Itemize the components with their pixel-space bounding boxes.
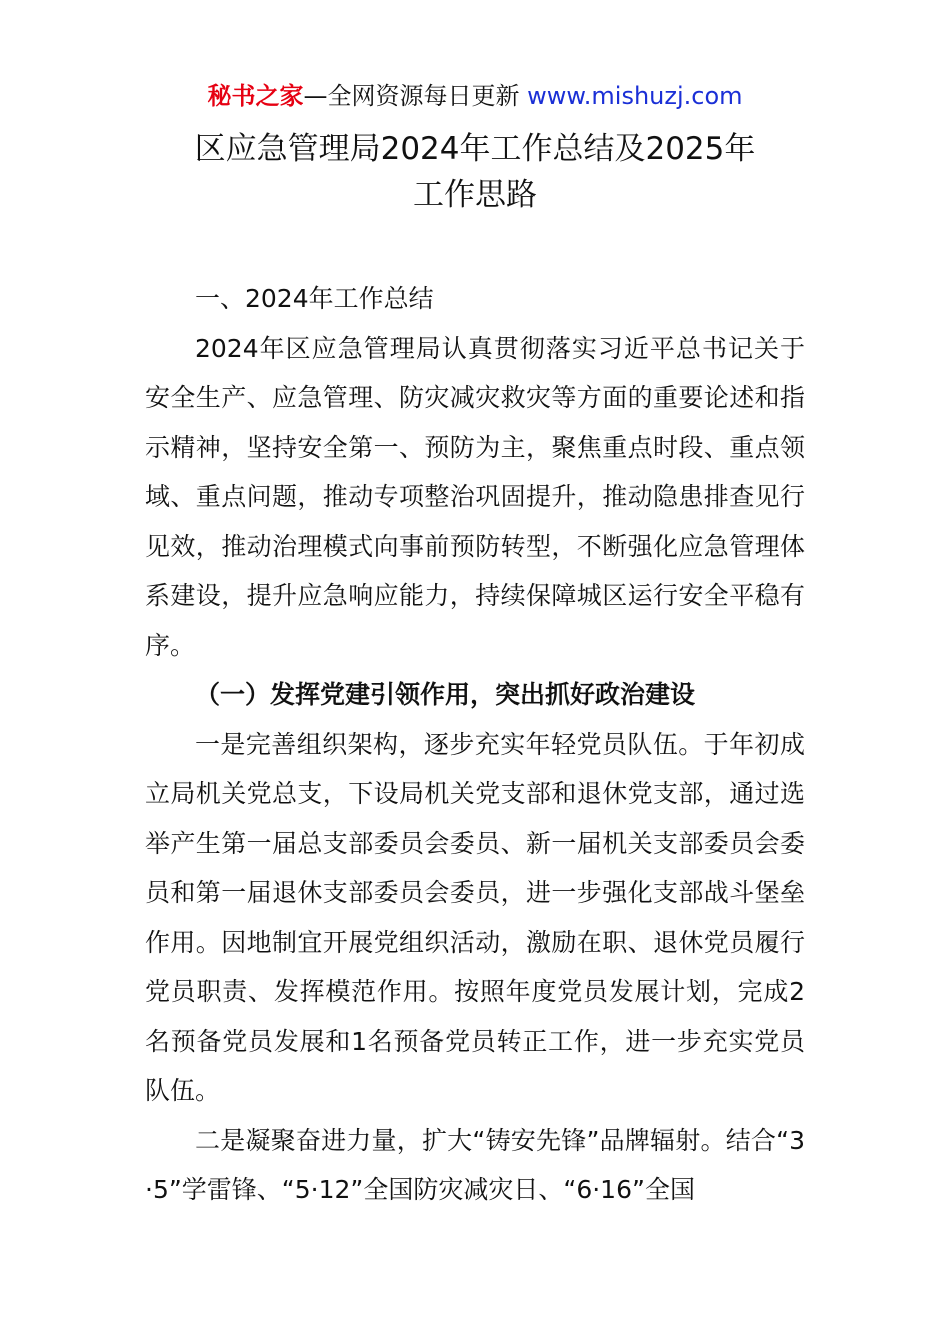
- document-title-line-2: 工作思路: [413, 177, 537, 213]
- document-title: [0, 126, 950, 218]
- document-title-line-1: 区应急管理局2024年工作总结及2025年: [194, 131, 756, 167]
- site-tagline: —全网资源每日更新: [303, 82, 528, 110]
- document-body: [145, 274, 805, 1215]
- section-heading: 一、2024年工作总结: [195, 284, 434, 313]
- site-brand: 秘书之家: [207, 82, 304, 110]
- body-paragraph: 2024年区应急管理局认真贯彻落实习近平总书记关于安全生产、应急管理、防灾减灾救灾等方面的重要论述和指示精神，坚持安全第一、预防为主，聚焦重点时段、重点领域、重点问题，推动专项整治巩固提升，推动隐患排查见行见效，推动治理模式向事前预防转型，不断强化应急管理体系建设，提升应急响应能力，持续保障城区运行安全平稳有序。: [145, 333, 805, 660]
- body-paragraph: 一是完善组织架构，逐步充实年轻党员队伍。于年初成立局机关党总支，下设局机关党支部和退休党支部，通过选举产生第一届总支部委员会委员、新一届机关支部委员会委员和第一届退休支部委员会委员，进一步强化支部战斗堡垒作用。因地制宜开展党组织活动，激励在职、退休党员履行党员职责、发挥模范作用。按照年度党员发展计划，完成2名预备党员发展和1名预备党员转正工作，进一步充实党员队伍。: [145, 729, 805, 1105]
- subsection-heading: （一）发挥党建引领作用，突出抓好政治建设: [195, 680, 696, 709]
- body-paragraph: 二是凝聚奋进力量，扩大“铸安先锋”品牌辐射。结合“3·5”学雷锋、“5·12”全国防灾减灾日、“6·16”全国: [145, 1125, 805, 1204]
- site-url-link[interactable]: www.mishuzj.com: [527, 82, 743, 110]
- site-header: [0, 80, 950, 112]
